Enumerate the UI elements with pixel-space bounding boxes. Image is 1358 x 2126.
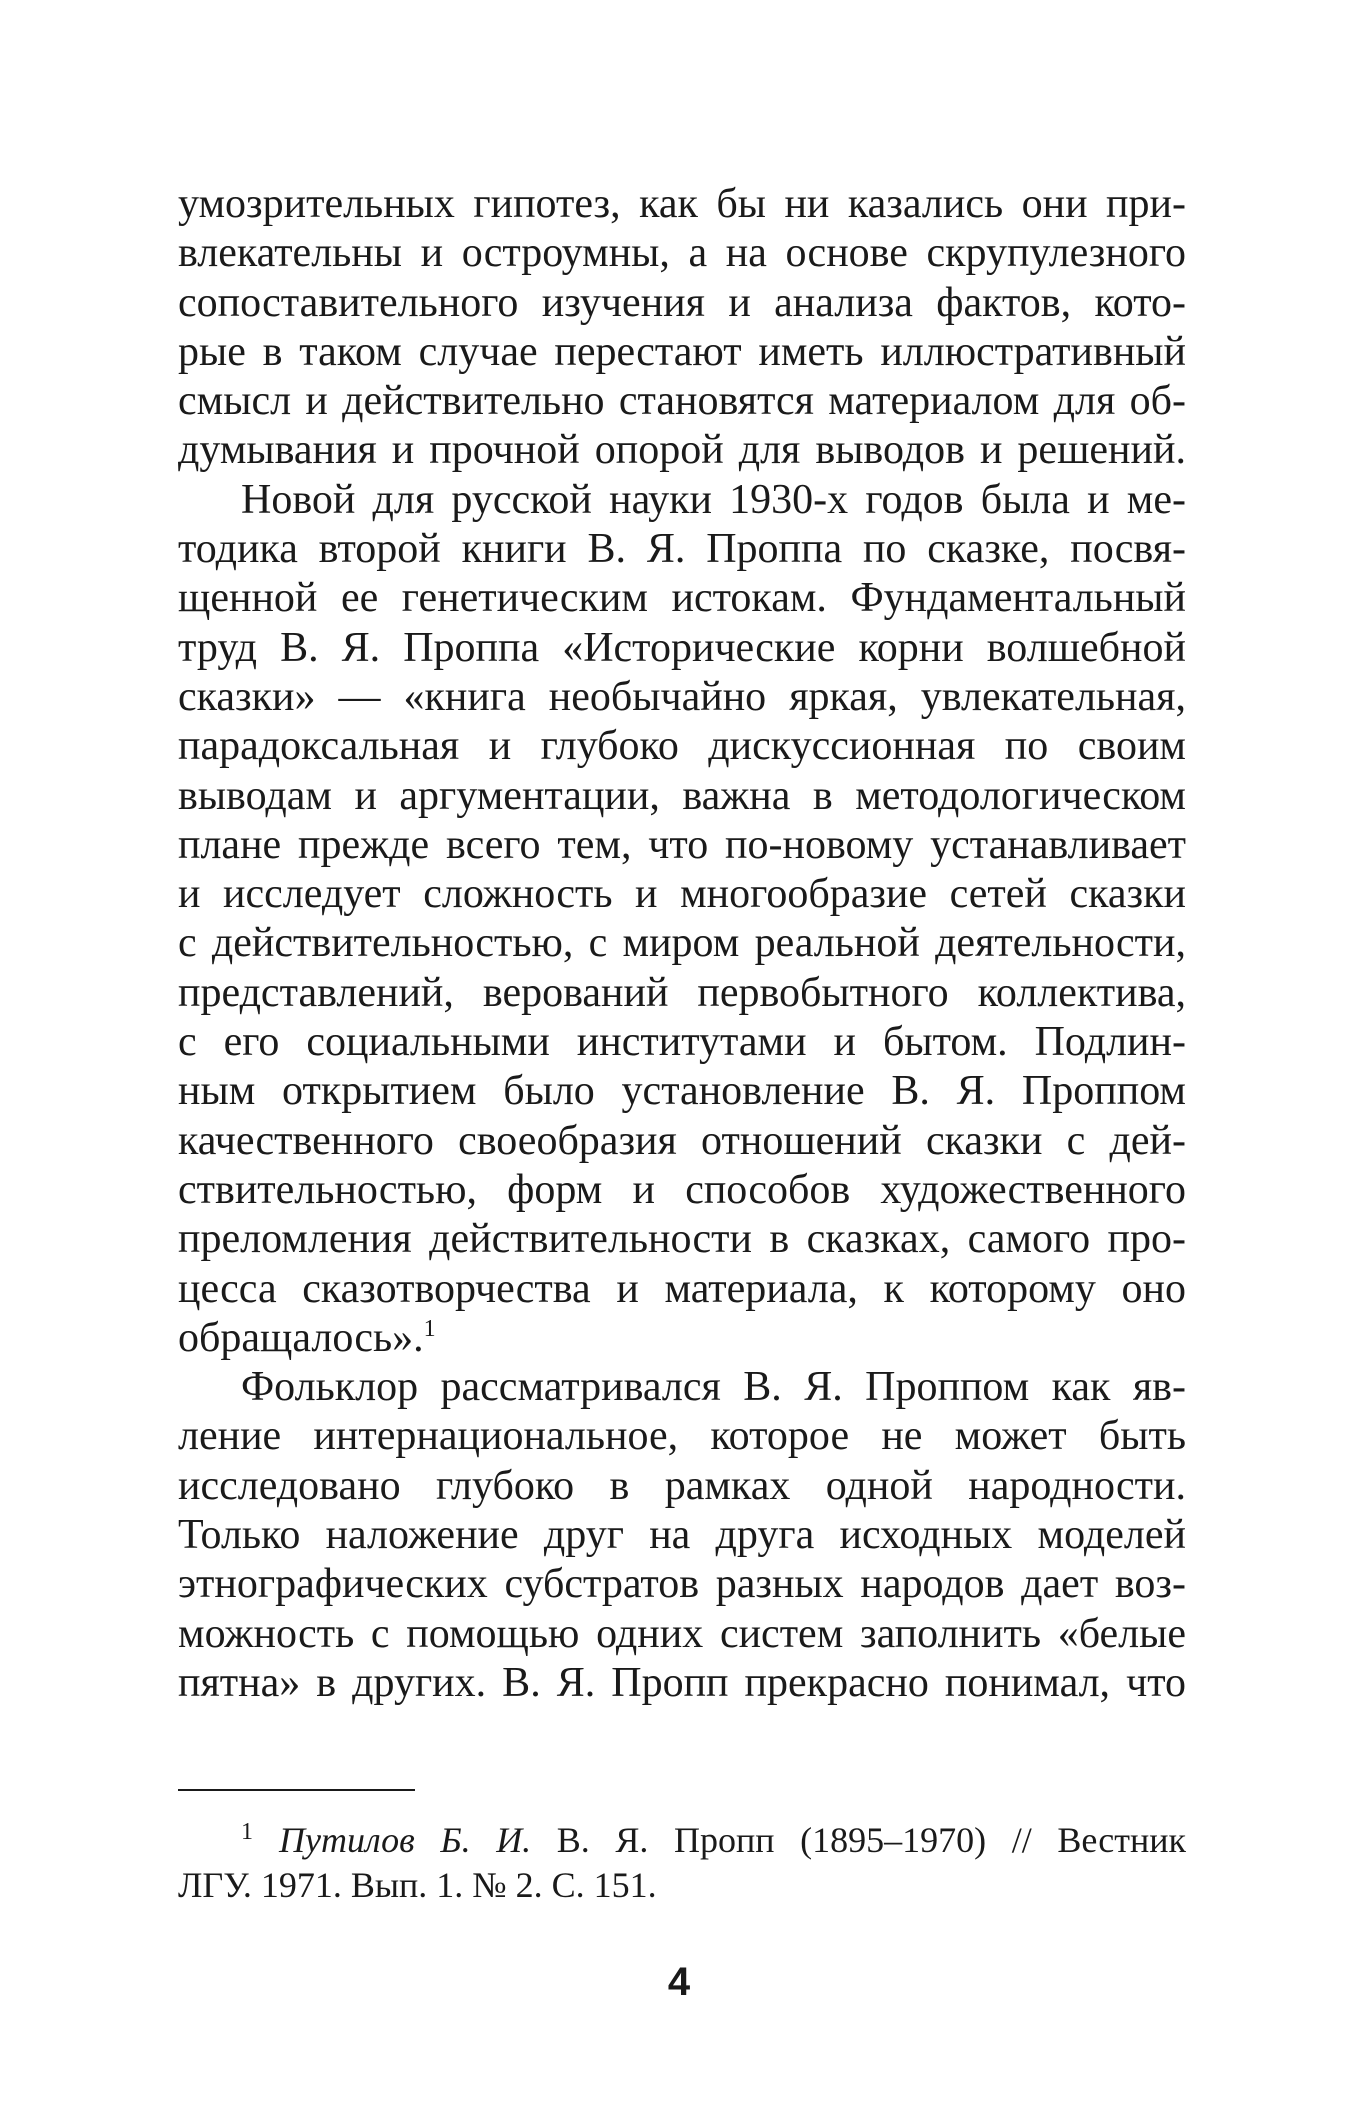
- text-line: представлений, верований первобытного коллектива,: [178, 969, 1186, 1016]
- text-line: пятна» в других. В. Я. Пропп прекрасно понимал, что: [178, 1659, 1186, 1706]
- text-line: рые в таком случае перестают иметь иллюстративный: [178, 328, 1186, 375]
- text-line: думывания и прочной опорой для выводов и решений.: [178, 427, 1186, 474]
- text-line: Новой для русской науки 1930-х годов была и ме-: [241, 476, 1186, 523]
- text-line: выводам и аргументации, важна в методологическом: [178, 772, 1186, 819]
- text-line: ление интернациональное, которое не может быть: [178, 1413, 1186, 1460]
- footnote-author: Путилов Б. И.: [279, 1820, 532, 1860]
- footnote-text: В. Я. Пропп (1895–1970) // Вестник: [556, 1820, 1186, 1860]
- text-line: плане прежде всего тем, что по-новому устанавливает: [178, 821, 1186, 868]
- text-line: исследовано глубоко в рамках одной народности.: [178, 1462, 1186, 1509]
- text-line: этнографических субстратов разных народов дает воз-: [178, 1561, 1186, 1608]
- footnote-number: 1: [241, 1819, 253, 1845]
- text-line: с действительностью, с миром реальной деятельности,: [178, 920, 1186, 967]
- text-line: преломления действительности в сказках, самого про-: [178, 1216, 1186, 1263]
- paragraph-2: [178, 476, 1186, 1363]
- text-line: Фольклор рассматривался В. Я. Проппом как яв-: [241, 1364, 1186, 1411]
- text-line: парадоксальная и глубоко дискуссионная по своим: [178, 723, 1186, 770]
- text-line: щенной ее генетическим истокам. Фундаментальный: [178, 575, 1186, 622]
- footnote-line: ЛГУ. 1971. Вып. 1. № 2. С. 151.: [178, 1865, 657, 1905]
- paragraph-1: [178, 180, 1186, 476]
- text-line: сказки» — «книга необычайно яркая, увлекательная,: [178, 673, 1186, 720]
- text-line: тодика второй книги В. Я. Проппа по сказке, посвя-: [178, 526, 1186, 573]
- text-line: труд В. Я. Проппа «Исторические корни волшебной: [178, 624, 1186, 671]
- text-line: качественного своеобразия отношений сказки с дей-: [178, 1117, 1186, 1164]
- footnote-line: [178, 1818, 1186, 1863]
- text-fragment: обращалось».: [178, 1314, 424, 1361]
- text-line: ствительностью, форм и способов художественного: [178, 1166, 1186, 1213]
- text-line: с его социальными институтами и бытом. Подлин-: [178, 1019, 1186, 1066]
- text-line: и исследует сложность и многообразие сетей сказки: [178, 871, 1186, 918]
- text-line: можность с помощью одних систем заполнить «белые: [178, 1610, 1186, 1657]
- text-line: умозрительных гипотез, как бы ни казались они при-: [178, 181, 1186, 227]
- text-line: смысл и действительно становятся материалом для об-: [178, 378, 1186, 425]
- page-number: 4: [667, 1960, 691, 2004]
- text-line: Только наложение друг на друга исходных моделей: [178, 1512, 1186, 1559]
- text-line: [178, 1314, 1186, 1363]
- footnote: [178, 1818, 1186, 1908]
- footnote-reference[interactable]: 1: [423, 1315, 436, 1342]
- text-line: влекательны и остроумны, а на основе скрупулезного: [178, 230, 1186, 277]
- paragraph-3: [178, 1363, 1186, 1708]
- text-line: цесса сказотворчества и материала, к которому оно: [178, 1265, 1186, 1312]
- main-text: [178, 180, 1186, 1708]
- text-line: сопоставительного изучения и анализа фактов, кото-: [178, 279, 1186, 326]
- text-line: ным открытием было установление В. Я. Проппом: [178, 1068, 1186, 1115]
- footnote-divider: [178, 1789, 415, 1791]
